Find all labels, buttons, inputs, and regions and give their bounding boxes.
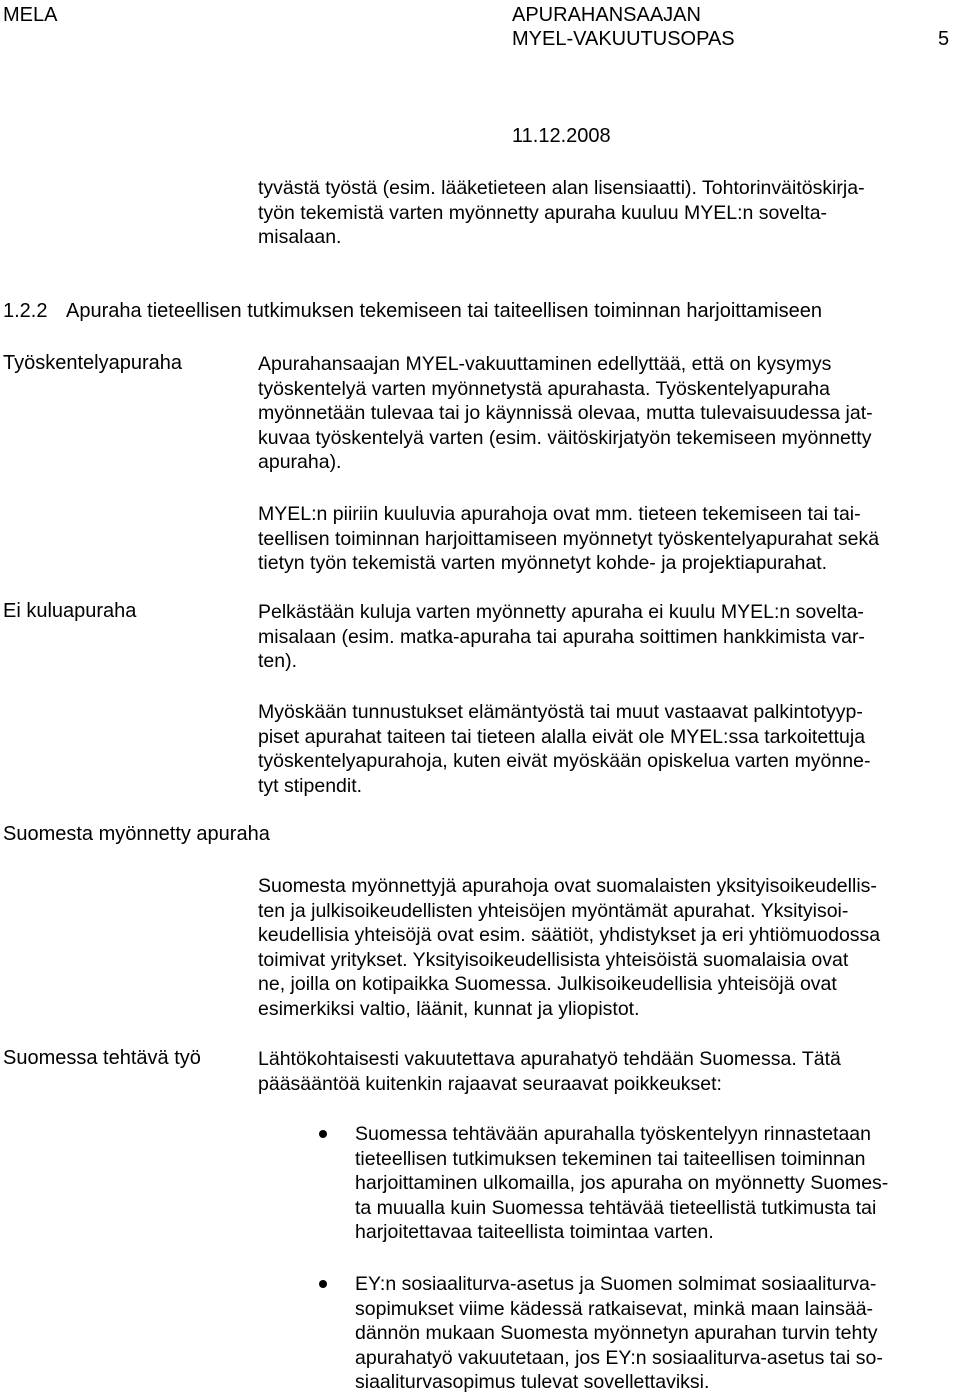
text-line: toimivat yritykset. Yksityisoikeudellisista yhteisöistä suomalaisia ovat: [258, 948, 849, 971]
text-line: dännön mukaan Suomesta myönnetyn apurahan turvin tehty: [355, 1322, 878, 1344]
text-line: teellisen toiminnan harjoittamiseen myönnetyt työskentelyapurahat sekä: [258, 527, 880, 550]
text-line: tietyn työn tekemistä varten myönnetyt kohde- ja projektiapurahat.: [258, 552, 828, 574]
text-line: apuraha).: [258, 451, 342, 473]
header-org: MELA: [3, 4, 58, 26]
section-number: 1.2.2: [3, 300, 48, 322]
text-line: Pelkästään kuluja varten myönnetty apuraha ei kuulu MYEL:n sovelta-: [258, 601, 864, 623]
intro-paragraph: [258, 176, 865, 250]
text-line: EY:n sosiaaliturva-asetus ja Suomen solmimat sosiaaliturva-: [355, 1273, 877, 1295]
text-line: työn tekemistä varten myönnetty apuraha kuuluu MYEL:n sovelta-: [258, 201, 828, 224]
text-line: siaaliturvasopimus tulevat sovellettaviksi.: [355, 1371, 710, 1393]
bullet-icon: [319, 1130, 327, 1138]
term-label-work-in-finland: Suomessa tehtävä työ: [3, 1047, 201, 1069]
text-line: keudellisia yhteisöjä ovat esim. säätiöt, yhdistykset ja eri yhtiömuodossa: [258, 924, 881, 946]
section-title: Apuraha tieteellisen tutkimuksen tekemiseen tai taiteellisen toiminnan harjoittamiseen: [66, 300, 822, 322]
text-line: harjoitettavaa taiteellista toimintaa varten.: [355, 1221, 714, 1243]
text-line: ten).: [258, 650, 298, 672]
text-line: Apurahansaajan MYEL-vakuuttaminen edellyttää, että on kysymys: [258, 353, 832, 375]
text-line: pääsääntöä kuitenkin rajaavat seuraavat poikkeukset:: [258, 1072, 722, 1095]
text-line: Suomesta myönnettyjä apurahoja ovat suomalaisten yksityisoikeudellis-: [258, 875, 877, 897]
work-in-finland-paragraph: [258, 1047, 841, 1096]
text-line: Lähtökohtaisesti vakuutettava apurahatyö tehdään Suomessa. Tätä: [258, 1048, 841, 1070]
text-line: esimerkiksi valtio, läänit, kunnat ja yliopistot.: [258, 997, 640, 1020]
bullet-icon: [319, 1280, 327, 1288]
expense-grant-paragraph-1: [258, 600, 865, 674]
text-line: apurahatyö vakuutetaan, jos EY:n sosiaaliturva-asetus tai so-: [355, 1346, 883, 1369]
text-line: sopimukset viime kädessä ratkaisevat, minkä maan lainsää-: [355, 1297, 874, 1320]
expense-grant-paragraph-2: [258, 700, 870, 798]
text-line: ne, joilla on kotipaikka Suomessa. Julkisoikeudellisia yhteisöjä ovat: [258, 973, 837, 995]
text-line: työskentelyä varten myönnetystä apurahasta. Työskentelyapuraha: [258, 377, 830, 400]
text-line: kuvaa työskentelyä varten (esim. väitöskirjatyön tekemiseen myönnetty: [258, 426, 872, 449]
term-label-work-grant: Työskentelyapuraha: [3, 352, 183, 374]
text-line: työskentelyapurahoja, kuten eivät myöskään opiskelua varten myönne-: [258, 750, 871, 772]
text-line: piset apurahat taiteen tai tieteen alalla eivät ole MYEL:ssa tarkoitettuja: [258, 725, 866, 748]
text-line: misalaan.: [258, 226, 342, 248]
text-line: myönnetään tulevaa tai jo käynnissä olevaa, mutta tulevaisuudessa jat-: [258, 402, 873, 424]
text-line: misalaan (esim. matka-apuraha tai apuraha soittimen hankkimista var-: [258, 625, 865, 648]
bullet-item-1: [355, 1122, 888, 1245]
text-line: Myöskään tunnustukset elämäntyöstä tai muut vastaavat palkintotyyp-: [258, 701, 863, 723]
finnish-grant-paragraph: [258, 874, 880, 1021]
text-line: tyvästä työstä (esim. lääketieteen alan lisensiaatti). Tohtorinväitöskirja-: [258, 177, 865, 199]
header-date: 11.12.2008: [512, 125, 611, 147]
text-line: ta muualla kuin Suomessa tehtävää tieteellistä tutkimusta tai: [355, 1196, 877, 1219]
work-grant-paragraph-2: [258, 502, 879, 576]
text-line: MYEL:n piiriin kuuluvia apurahoja ovat mm. tieteen tekemiseen tai tai-: [258, 503, 861, 525]
page-number: 5: [938, 28, 950, 50]
header-title-line1: APURAHANSAAJAN: [512, 4, 701, 26]
text-line: harjoittaminen ulkomailla, jos apuraha on myönnetty Suomes-: [355, 1172, 889, 1194]
term-label-expense-grant: Ei kuluapuraha: [3, 600, 137, 622]
text-line: ten ja julkisoikeudellisten yhteisöjen myöntämät apurahat. Yksityisoi-: [258, 899, 849, 922]
bullet-item-2: [355, 1272, 883, 1395]
header-title-line2: MYEL-VAKUUTUSOPAS: [512, 28, 735, 50]
work-grant-paragraph-1: [258, 352, 873, 475]
text-line: tieteellisen tutkimuksen tekeminen tai taiteellisen toiminnan: [355, 1147, 866, 1170]
text-line: tyt stipendit.: [258, 774, 363, 797]
text-line: Suomessa tehtävään apurahalla työskentelyyn rinnastetaan: [355, 1123, 871, 1145]
term-label-finnish-grant: Suomesta myönnetty apuraha: [3, 823, 270, 845]
